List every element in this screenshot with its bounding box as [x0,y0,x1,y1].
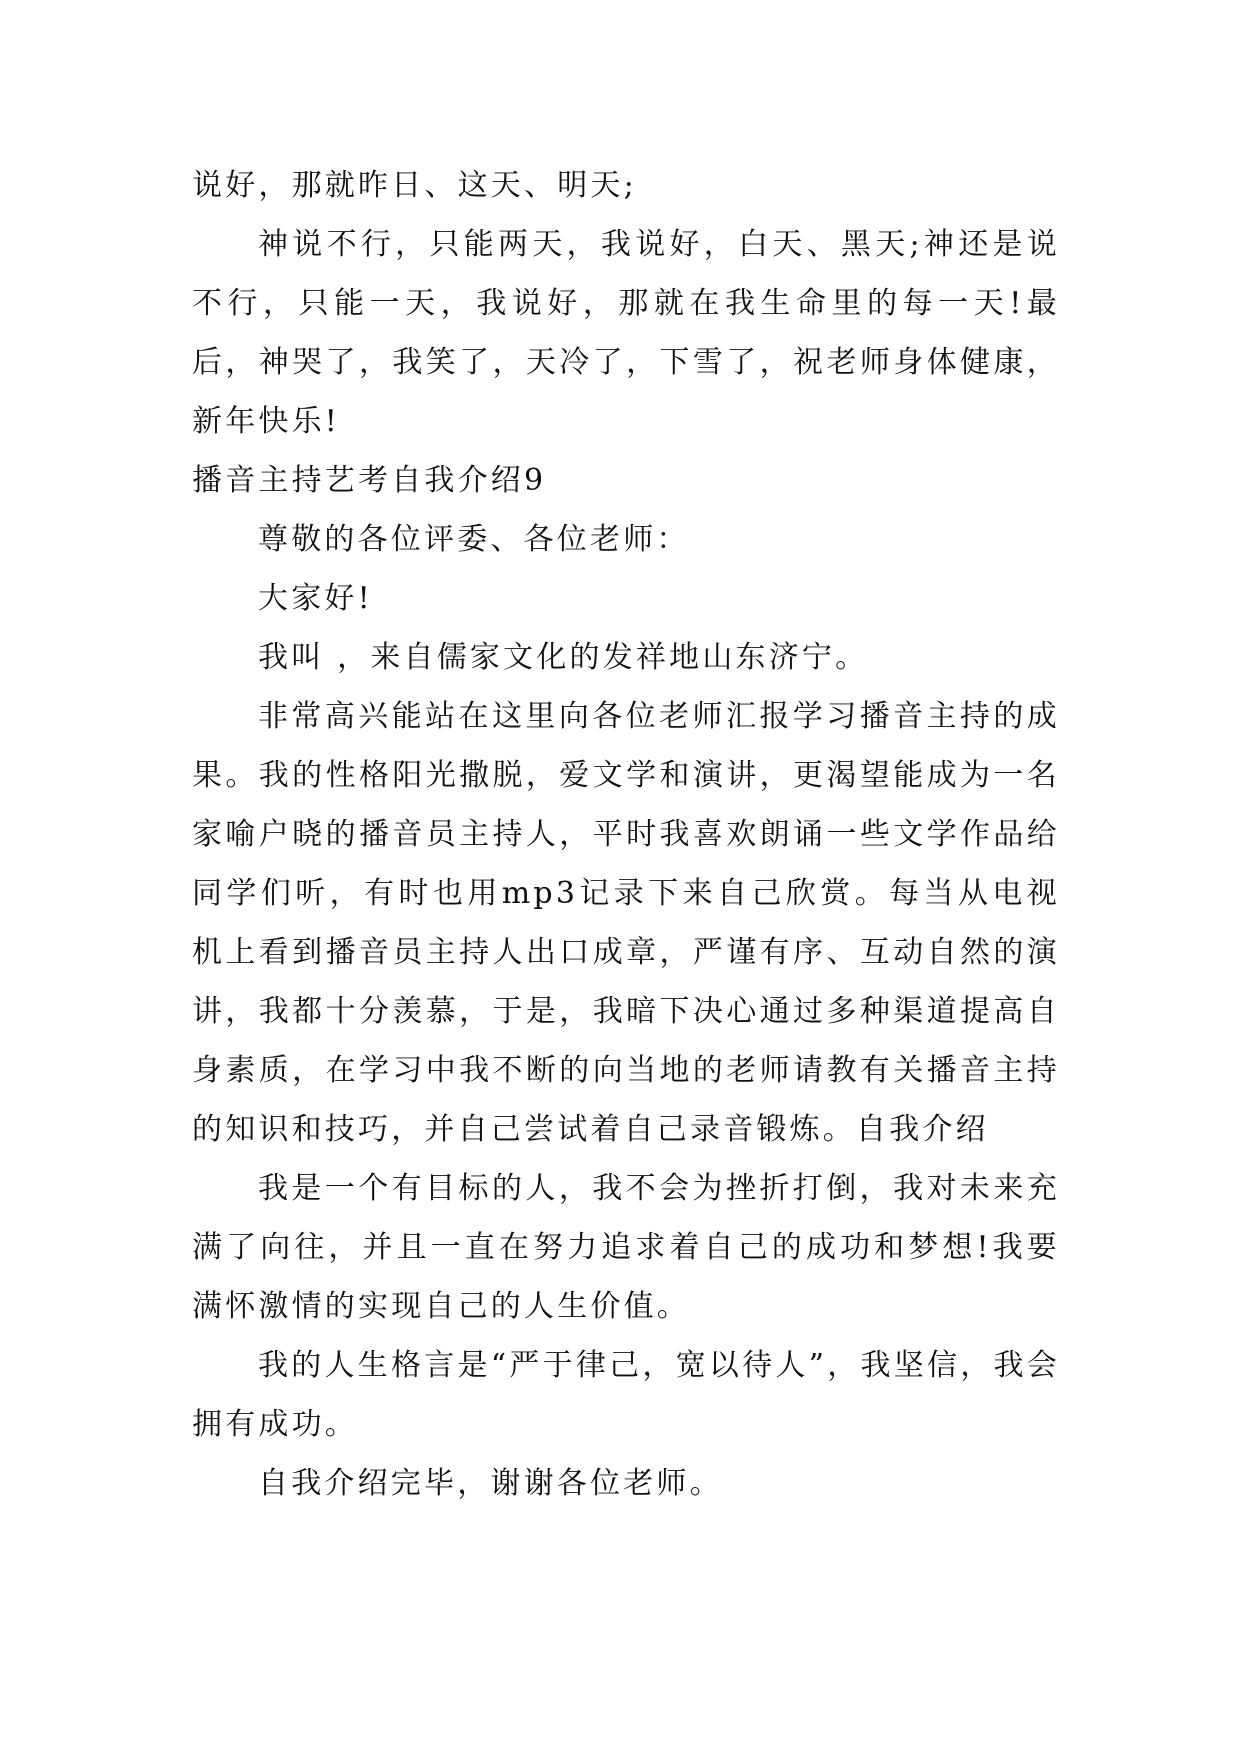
goals-paragraph: 我是一个有目标的人，我不会为挫折打倒，我对未来充满了向往，并且一直在努力追求着自己的成功和梦想!我要满怀激情的实现自己的人生价值。 [192,1171,1060,1324]
self-name-paragraph: 我叫 ，来自儒家文化的发祥地山东济宁。 [258,640,869,675]
motto-paragraph: 我的人生格言是“严于律己，宽以待人”，我坚信，我会拥有成功。 [192,1348,1060,1442]
intro-paragraph-2: 神说不行，只能两天，我说好，白天、黑天;神还是说不行，只能一天，我说好，那就在我生命里的每一天!最后，神哭了，我笑了，天冷了，下雪了，祝老师身体健康，新年快乐! [192,227,1060,439]
intro-paragraph-1: 说好，那就昨日、这天、明天; [192,168,637,203]
document-body [192,156,1060,1513]
section-title: 播音主持艺考自我介绍9 [192,463,547,498]
greeting-salutation: 尊敬的各位评委、各位老师： [258,522,690,557]
background-paragraph: 非常高兴能站在这里向各位老师汇报学习播音主持的成果。我的性格阳光撒脱，爱文学和演讲，更渴望能成为一名家喻户晓的播音员主持人，平时我喜欢朗诵一些文学作品给同学们听，有时也用mp3记录下来自己欣赏。每当从电视机上看到播音员主持人出口成章，严谨有序、互动自然的演讲，我都十分羡慕，于是，我暗下决心通过多种渠道提高自身素质，在学习中我不断的向当地的老师请教有关播音主持的知识和技巧，并自己尝试着自己录音锻炼。自我介绍 [192,699,1060,1147]
closing-paragraph: 自我介绍完毕，谢谢各位老师。 [258,1466,723,1501]
greeting-hello: 大家好! [258,581,373,616]
